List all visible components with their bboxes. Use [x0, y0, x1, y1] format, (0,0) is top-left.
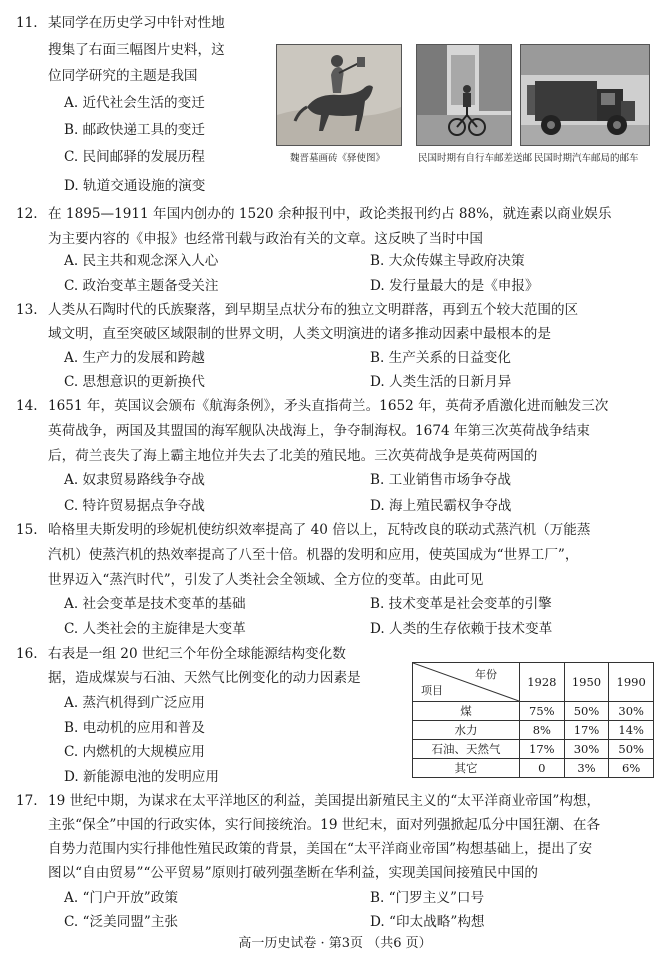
- page-footer: 高一历史试卷 · 第3页 （共6 页）: [238, 936, 432, 951]
- question-stem: 主张“保全”中国的行政实体，实行间接统治。19 世纪末，面对列强掀起瓜分中国狂潮、在各: [48, 817, 601, 833]
- table-row: [413, 702, 654, 721]
- table-row: [413, 759, 654, 778]
- table-corner-cell: [413, 663, 520, 702]
- option-d: D. 发行量最大的是《申报》: [370, 278, 539, 294]
- table-cell: 17%: [520, 740, 565, 759]
- option-a: A. 社会变革是技术变革的基础: [64, 596, 246, 612]
- question-stem: 搜集了右面三幅图片史料，这: [48, 42, 225, 58]
- table-cell: 50%: [609, 740, 654, 759]
- question-stem: 右表是一组 20 世纪三个年份全球能源结构变化数: [48, 646, 346, 662]
- question-stem: 域文明，直至突破区域限制的世界文明，人类文明演进的诸多推动因素中最根本的是: [48, 326, 551, 342]
- option-b: B. 工业销售市场争夺战: [370, 472, 511, 488]
- question-stem: 图以“自由贸易”“公平贸易”原则打破列强垄断在华利益，实现美国间接殖民中国的: [48, 865, 538, 881]
- street-photo: [416, 44, 512, 146]
- option-b: B. 大众传媒主导政府决策: [370, 253, 525, 269]
- table-header-row: [413, 663, 654, 702]
- question-stem: 后，荷兰丧失了海上霸主地位并失去了北美的殖民地。三次英荷战争是英荷两国的: [48, 448, 538, 464]
- option-a: A. “门户开放”政策: [64, 890, 178, 906]
- question-stem: 世界迈入“蒸汽时代”，引发了人类社会全领域、全方位的变革。由此可见: [48, 572, 484, 588]
- option-b: B. “门罗主义”口号: [370, 890, 485, 906]
- table-cell: 75%: [520, 702, 565, 721]
- option-d: D. 海上殖民霸权争夺战: [370, 498, 512, 514]
- option-c: C. 思想意识的更新换代: [64, 374, 205, 390]
- year-header: 1990: [609, 663, 654, 702]
- question-number: 13.: [16, 302, 38, 318]
- option-c: C. “泛美同盟”主张: [64, 914, 179, 930]
- question-stem: 人类从石陶时代的氏族聚落，到早期呈点状分布的独立文明群落，再到五个较大范围的区: [48, 302, 579, 318]
- option-d: D. 人类生活的日新月异: [370, 374, 512, 390]
- question-stem: 哈格里夫斯发明的珍妮机使纺织效率提高了 40 倍以上，瓦特改良的联动式蒸汽机（万能蒸: [48, 522, 591, 538]
- question-stem: 英荷战争，两国及其盟国的海军舰队决战海上，争夺制海权。1674 年第三次英荷战争结束: [48, 423, 590, 439]
- question-stem: 汽机）使蒸汽机的热效率提高了八至十倍。机器的发明和应用，使英国成为“世界工厂”，: [48, 547, 579, 563]
- row-label: 其它: [413, 759, 520, 778]
- option-d: D. “印太战略”构想: [370, 914, 485, 930]
- table-cell: 3%: [564, 759, 609, 778]
- truck-photo: [520, 44, 650, 146]
- option-b: B. 邮政快递工具的变迁: [64, 122, 205, 138]
- question-number: 12.: [16, 206, 38, 222]
- option-d: D. 轨道交通设施的演变: [64, 178, 206, 194]
- table-cell: 14%: [609, 721, 654, 740]
- table-cell: 8%: [520, 721, 565, 740]
- question-number: 14.: [16, 398, 38, 414]
- option-b: B. 电动机的应用和普及: [64, 720, 205, 736]
- option-c: C. 内燃机的大规模应用: [64, 744, 205, 760]
- option-b: B. 技术变革是社会变革的引擎: [370, 596, 552, 612]
- question-stem: 1651 年，英国议会颁布《航海条例》，矛头直指荷兰。1652 年，英荷矛盾激化进而触发三次: [48, 398, 609, 414]
- year-header: 1950: [564, 663, 609, 702]
- row-label: 煤: [413, 702, 520, 721]
- question-number: 15.: [16, 522, 38, 538]
- row-label: 水力: [413, 721, 520, 740]
- option-a: A. 近代社会生活的变迁: [64, 95, 205, 111]
- table-cell: 30%: [609, 702, 654, 721]
- option-a: A. 奴隶贸易路线争夺战: [64, 472, 205, 488]
- question-stem: 自势力范围内实行排他性殖民政策的背景，美国在“太平洋商业帝国”构想基础上，提出了安: [48, 841, 593, 857]
- question-number: 16.: [16, 646, 38, 662]
- year-header: 1928: [520, 663, 565, 702]
- option-c: C. 特许贸易据点争夺战: [64, 498, 205, 514]
- header-item-label: 项目: [421, 684, 443, 697]
- option-d: D. 新能源电池的发明应用: [64, 769, 219, 785]
- table-row: [413, 721, 654, 740]
- option-c: C. 民间邮驿的发展历程: [64, 149, 205, 165]
- question-number: 17.: [16, 793, 38, 809]
- question-stem: 在 1895—1911 年国内创办的 1520 余种报刊中，政论类报刊约占 88%，就连素以商业娱乐: [48, 206, 612, 222]
- question-number: 11.: [16, 15, 38, 31]
- header-year-label: 年份: [475, 668, 497, 681]
- table-cell: 17%: [564, 721, 609, 740]
- question-stem: 位同学研究的主题是我国: [48, 68, 198, 84]
- question-stem: 某同学在历史学习中针对性地: [48, 15, 225, 31]
- question-stem: 据，造成煤炭与石油、天然气比例变化的动力因素是: [48, 670, 361, 686]
- option-a: A. 生产力的发展和跨越: [64, 350, 205, 366]
- option-d: D. 人类的生存依赖于技术变革: [370, 621, 553, 637]
- table-cell: 0: [520, 759, 565, 778]
- table-cell: 50%: [564, 702, 609, 721]
- option-a: A. 民主共和观念深入人心: [64, 253, 219, 269]
- table-cell: 30%: [564, 740, 609, 759]
- option-c: C. 政治变革主题备受关注: [64, 278, 219, 294]
- image-caption: 民国时期汽车邮局的邮车: [534, 153, 639, 164]
- option-a: A. 蒸汽机得到广泛应用: [64, 695, 205, 711]
- option-c: C. 人类社会的主旋律是大变革: [64, 621, 246, 637]
- row-label: 石油、天然气: [413, 740, 520, 759]
- table-row: [413, 740, 654, 759]
- question-stem: 为主要内容的《申报》也经常刊载与政治有关的文章。这反映了当时中国: [48, 231, 483, 247]
- option-b: B. 生产关系的日益变化: [370, 350, 511, 366]
- image-caption: 民国时期有自行车邮差送邮: [418, 153, 533, 164]
- table-cell: 6%: [609, 759, 654, 778]
- image-caption: 魏晋墓画砖《驿使图》: [290, 153, 386, 164]
- mural-image: [276, 44, 402, 146]
- energy-structure-table: [412, 662, 654, 778]
- question-stem: 19 世纪中期，为谋求在太平洋地区的利益，美国提出新殖民主义的“太平洋商业帝国”构想，: [48, 793, 601, 809]
